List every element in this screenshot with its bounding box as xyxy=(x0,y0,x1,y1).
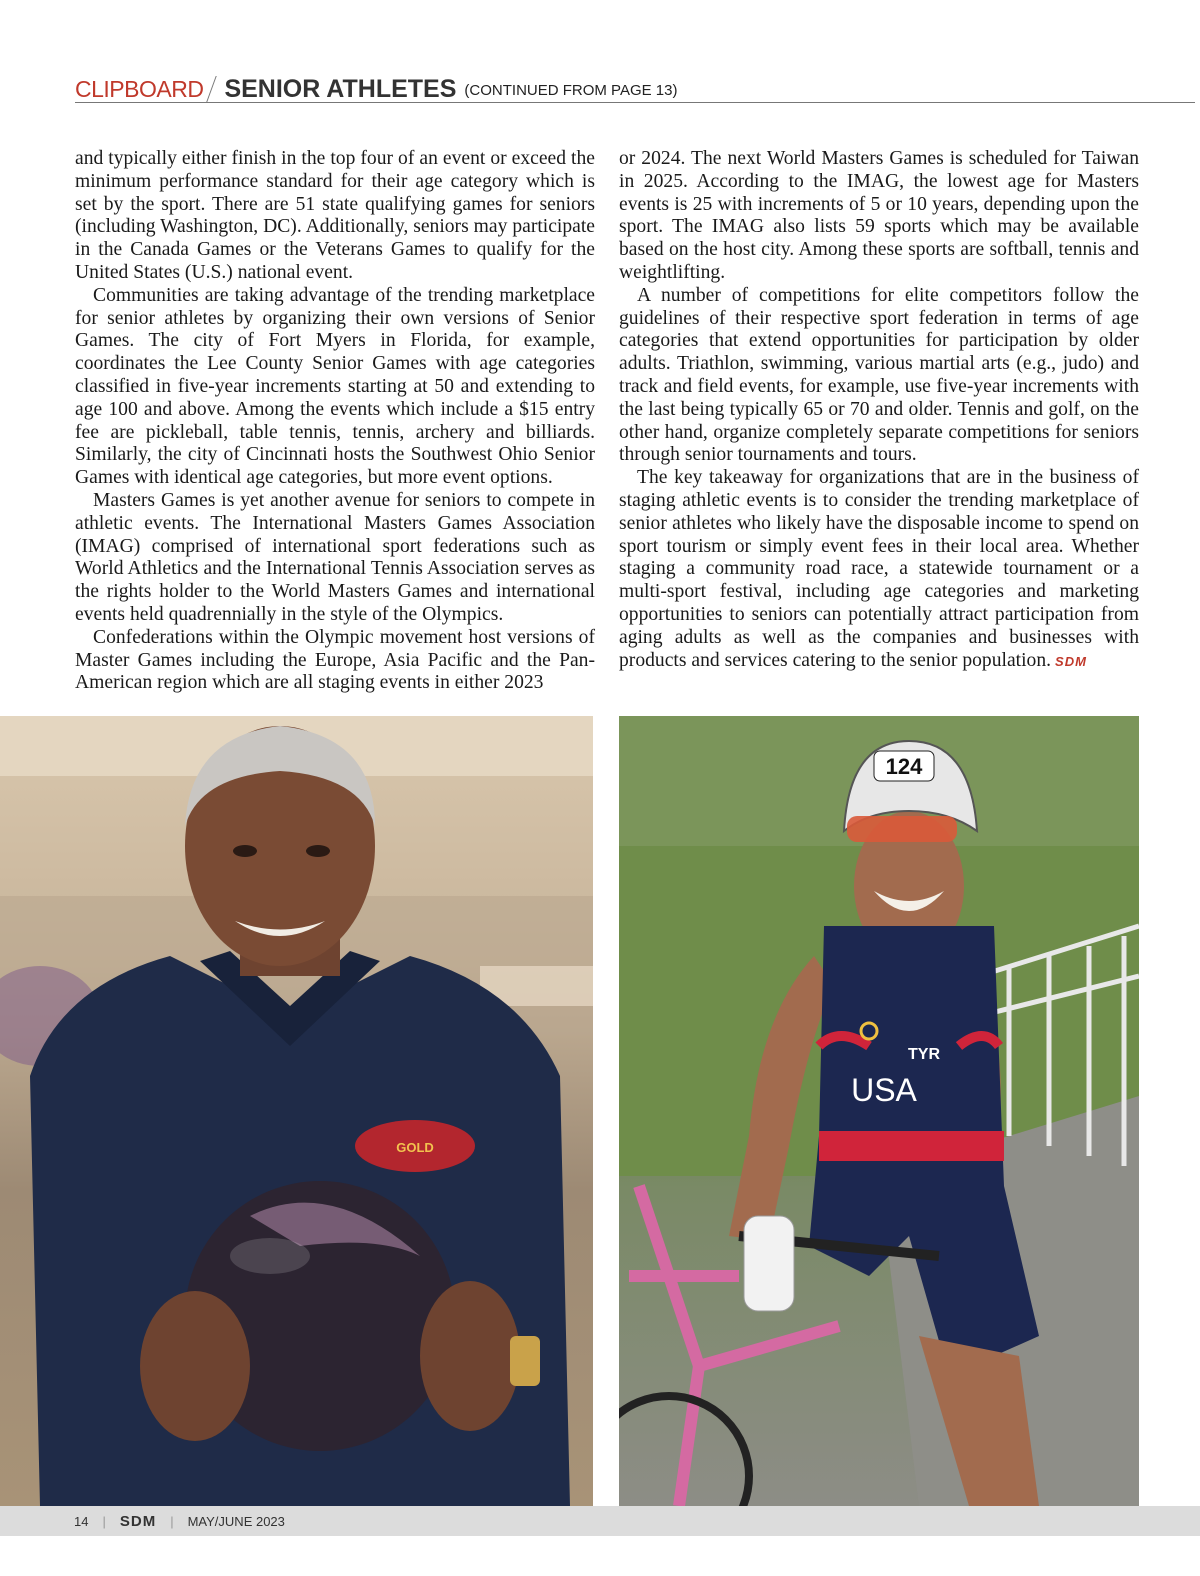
continued-note: (CONTINUED FROM PAGE 13) xyxy=(464,82,678,99)
shirt-logo-text: GOLD xyxy=(396,1140,434,1155)
suit-waistband xyxy=(819,1131,1004,1161)
right-hand xyxy=(420,1281,520,1431)
left-eye xyxy=(233,845,257,857)
right-eye xyxy=(306,845,330,857)
paragraph: and typically either finish in the top four of an event or exceed the minimum performance standard for their age category which is set by the sport. There are 51 state qualifying games for seniors (including Washington, DC). Additionally, seniors may participate in the Canada Games or the Veterans Games to qualify for the United States (U.S.) national event. xyxy=(75,148,595,283)
water-bottle xyxy=(744,1216,794,1311)
paragraph: Communities are taking advantage of the trending marketplace for senior athletes by organizing their own versions of Senior Games. The city of Fort Myers in Florida, for example, coordinates the Lee County Senior Games with age categories classified in five-year increments starting at 50 and extending to age 100 and above. Among the events which include a $15 entry fee are pickleball, table tennis, tennis, archery and billiards. Similarly, the city of Cincinnati hosts the Southwest Ohio Senior Games with identical age categories, but more event options. xyxy=(75,284,595,489)
footer-separator: | xyxy=(102,1513,106,1529)
running-header xyxy=(75,76,1195,103)
page-number: 14 xyxy=(74,1513,89,1529)
paragraph: Confederations within the Olympic movement host versions of Master Games including the Europe, Asia Pacific and the Pan-American region which are all staging events in either 2023 xyxy=(75,626,595,694)
page-footer xyxy=(0,1506,1200,1536)
end-mark: SDM xyxy=(1055,653,1087,669)
suit-brand: TYR xyxy=(908,1046,940,1063)
paragraph: or 2024. The next World Masters Games is scheduled for Taiwan in 2025. According to the IMAG, the lowest age for Masters events is 25 with increments of 5 or 10 years, depending upon the sport. The IMAG also lists 59 sports which may be available based on the host city. Among these sports are softball, tennis and weightlifting. xyxy=(619,148,1139,283)
gold-watch xyxy=(510,1336,540,1386)
paragraph-text: The key takeaway for organizations that are in the business of staging athletic events is to consider the trending marketplace of senior athletes who likely have the disposable income to spend on sport tourism or simply event fees in their local area. Whether staging a community road race, a statewide tournament or a multi-sport festival, including age categories and marketing opportunities to seniors can potentially attract participation from aging adults as well as the companies and businesses with products and services catering to the senior population. xyxy=(619,467,1139,671)
paragraph: Masters Games is yet another avenue for seniors to compete in athletic events. The International Masters Games Association (IMAG) comprised of international sport federations such as World Athletics and the International Tennis Association serves as the rights holder to the World Masters Games and international events held quadrennially in the style of the Olympics. xyxy=(75,489,595,625)
section-label: CLIPBOARD xyxy=(75,76,204,102)
bowler-photo xyxy=(0,716,593,1506)
header-slash xyxy=(207,76,217,102)
right-text-column xyxy=(619,148,1139,673)
cyclist-illustration xyxy=(619,716,1139,1506)
paragraph xyxy=(619,467,1139,673)
footer-separator: | xyxy=(170,1513,174,1529)
magazine-brand: SDM xyxy=(119,1512,157,1530)
left-hand xyxy=(140,1291,250,1441)
sunglasses xyxy=(847,816,957,842)
bowler-illustration xyxy=(0,716,593,1506)
cyclist-photo xyxy=(619,716,1139,1506)
article-topic: SENIOR ATHLETES xyxy=(224,75,457,103)
suit-text: USA xyxy=(851,1072,917,1108)
left-text-column xyxy=(75,148,595,695)
ball-highlight xyxy=(230,1238,310,1274)
helmet-number: 124 xyxy=(885,754,923,779)
issue-date: MAY/JUNE 2023 xyxy=(187,1513,285,1529)
paragraph: A number of competitions for elite competitors follow the guidelines of their respective sport federation in terms of age categories that extend opportunities for participation by older adults. Triathlon, swimming, various martial arts (e.g., judo) and track and field events, for example, use five-year increments with the last being typically 65 or 70 and older. Tennis and golf, on the other hand, organize completely separate competitions for seniors through senior tournaments and tours. xyxy=(619,284,1139,466)
